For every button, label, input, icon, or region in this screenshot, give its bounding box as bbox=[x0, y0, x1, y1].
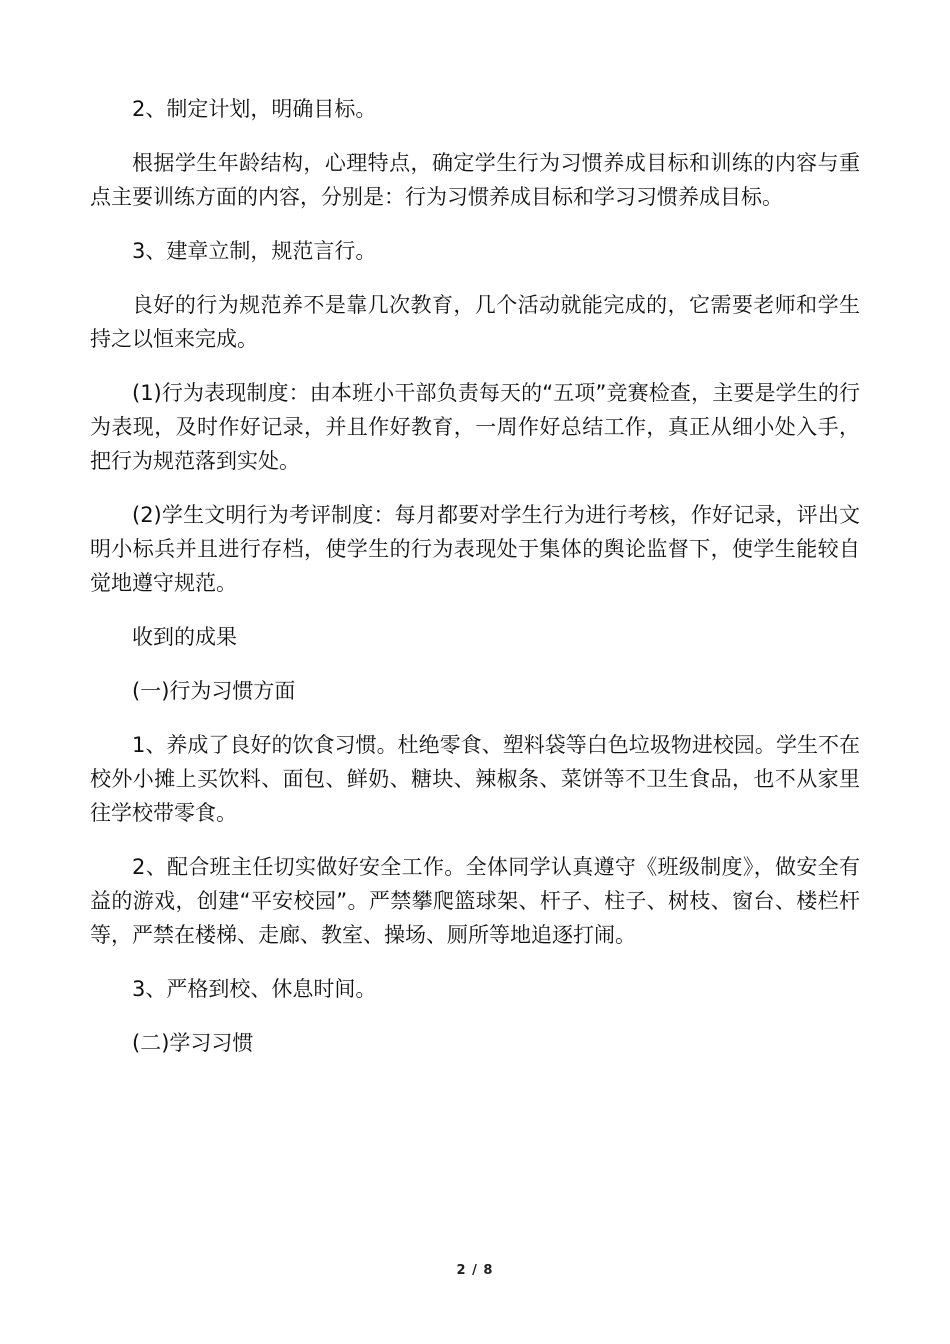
paragraph-schedule: 3、严格到校、休息时间。 bbox=[132, 977, 377, 1001]
paragraph-plan-body: 根据学生年龄结构，心理特点，确定学生行为习惯养成目标和训练的内容与重点主要训练方面的内容，分别是：行为习惯养成目标和学习习惯养成目标。 bbox=[90, 151, 860, 209]
paragraph-behavior-section: (一)行为习惯方面 bbox=[132, 679, 296, 703]
paragraph-study-section: (二)学习习惯 bbox=[132, 1031, 254, 1055]
document-body bbox=[90, 92, 860, 1080]
paragraph-diet-habits: 1、养成了良好的饮食习惯。杜绝零食、塑料袋等白色垃圾物进校园。学生不在校外小摊上买饮料、面包、鲜奶、糖块、辣椒条、菜饼等不卫生食品，也不从家里往学校带零食。 bbox=[90, 733, 860, 825]
paragraph-safety-work: 2、配合班主任切实做好安全工作。全体同学认真遵守《班级制度》，做安全有益的游戏，创建“平安校园”。严禁攀爬篮球架、杆子、柱子、树枝、窗台、楼栏杆等，严禁在楼梯、走廊、教室、操场、厕所等地追逐打闹。 bbox=[90, 855, 860, 947]
paragraph-behavior-system: (1)行为表现制度：由本班小干部负责每天的“五项”竞赛检查，主要是学生的行为表现，及时作好记录，并且作好教育，一周作好总结工作，真正从细小处入手，把行为规范落到实处。 bbox=[90, 381, 860, 473]
paragraph-results-heading: 收到的成果 bbox=[132, 625, 237, 649]
paragraph-rules-heading: 3、建章立制，规范言行。 bbox=[132, 239, 377, 263]
paragraph-plan-heading: 2、制定计划，明确目标。 bbox=[132, 97, 377, 121]
paragraph-rules-body: 良好的行为规范养不是靠几次教育，几个活动就能完成的，它需要老师和学生持之以恒来完成。 bbox=[90, 293, 860, 351]
page-number: 2 / 8 bbox=[456, 1263, 494, 1278]
paragraph-evaluation-system: (2)学生文明行为考评制度：每月都要对学生行为进行考核，作好记录，评出文明小标兵并且进行存档，使学生的行为表现处于集体的舆论监督下，使学生能较自觉地遵守规范。 bbox=[90, 503, 860, 595]
